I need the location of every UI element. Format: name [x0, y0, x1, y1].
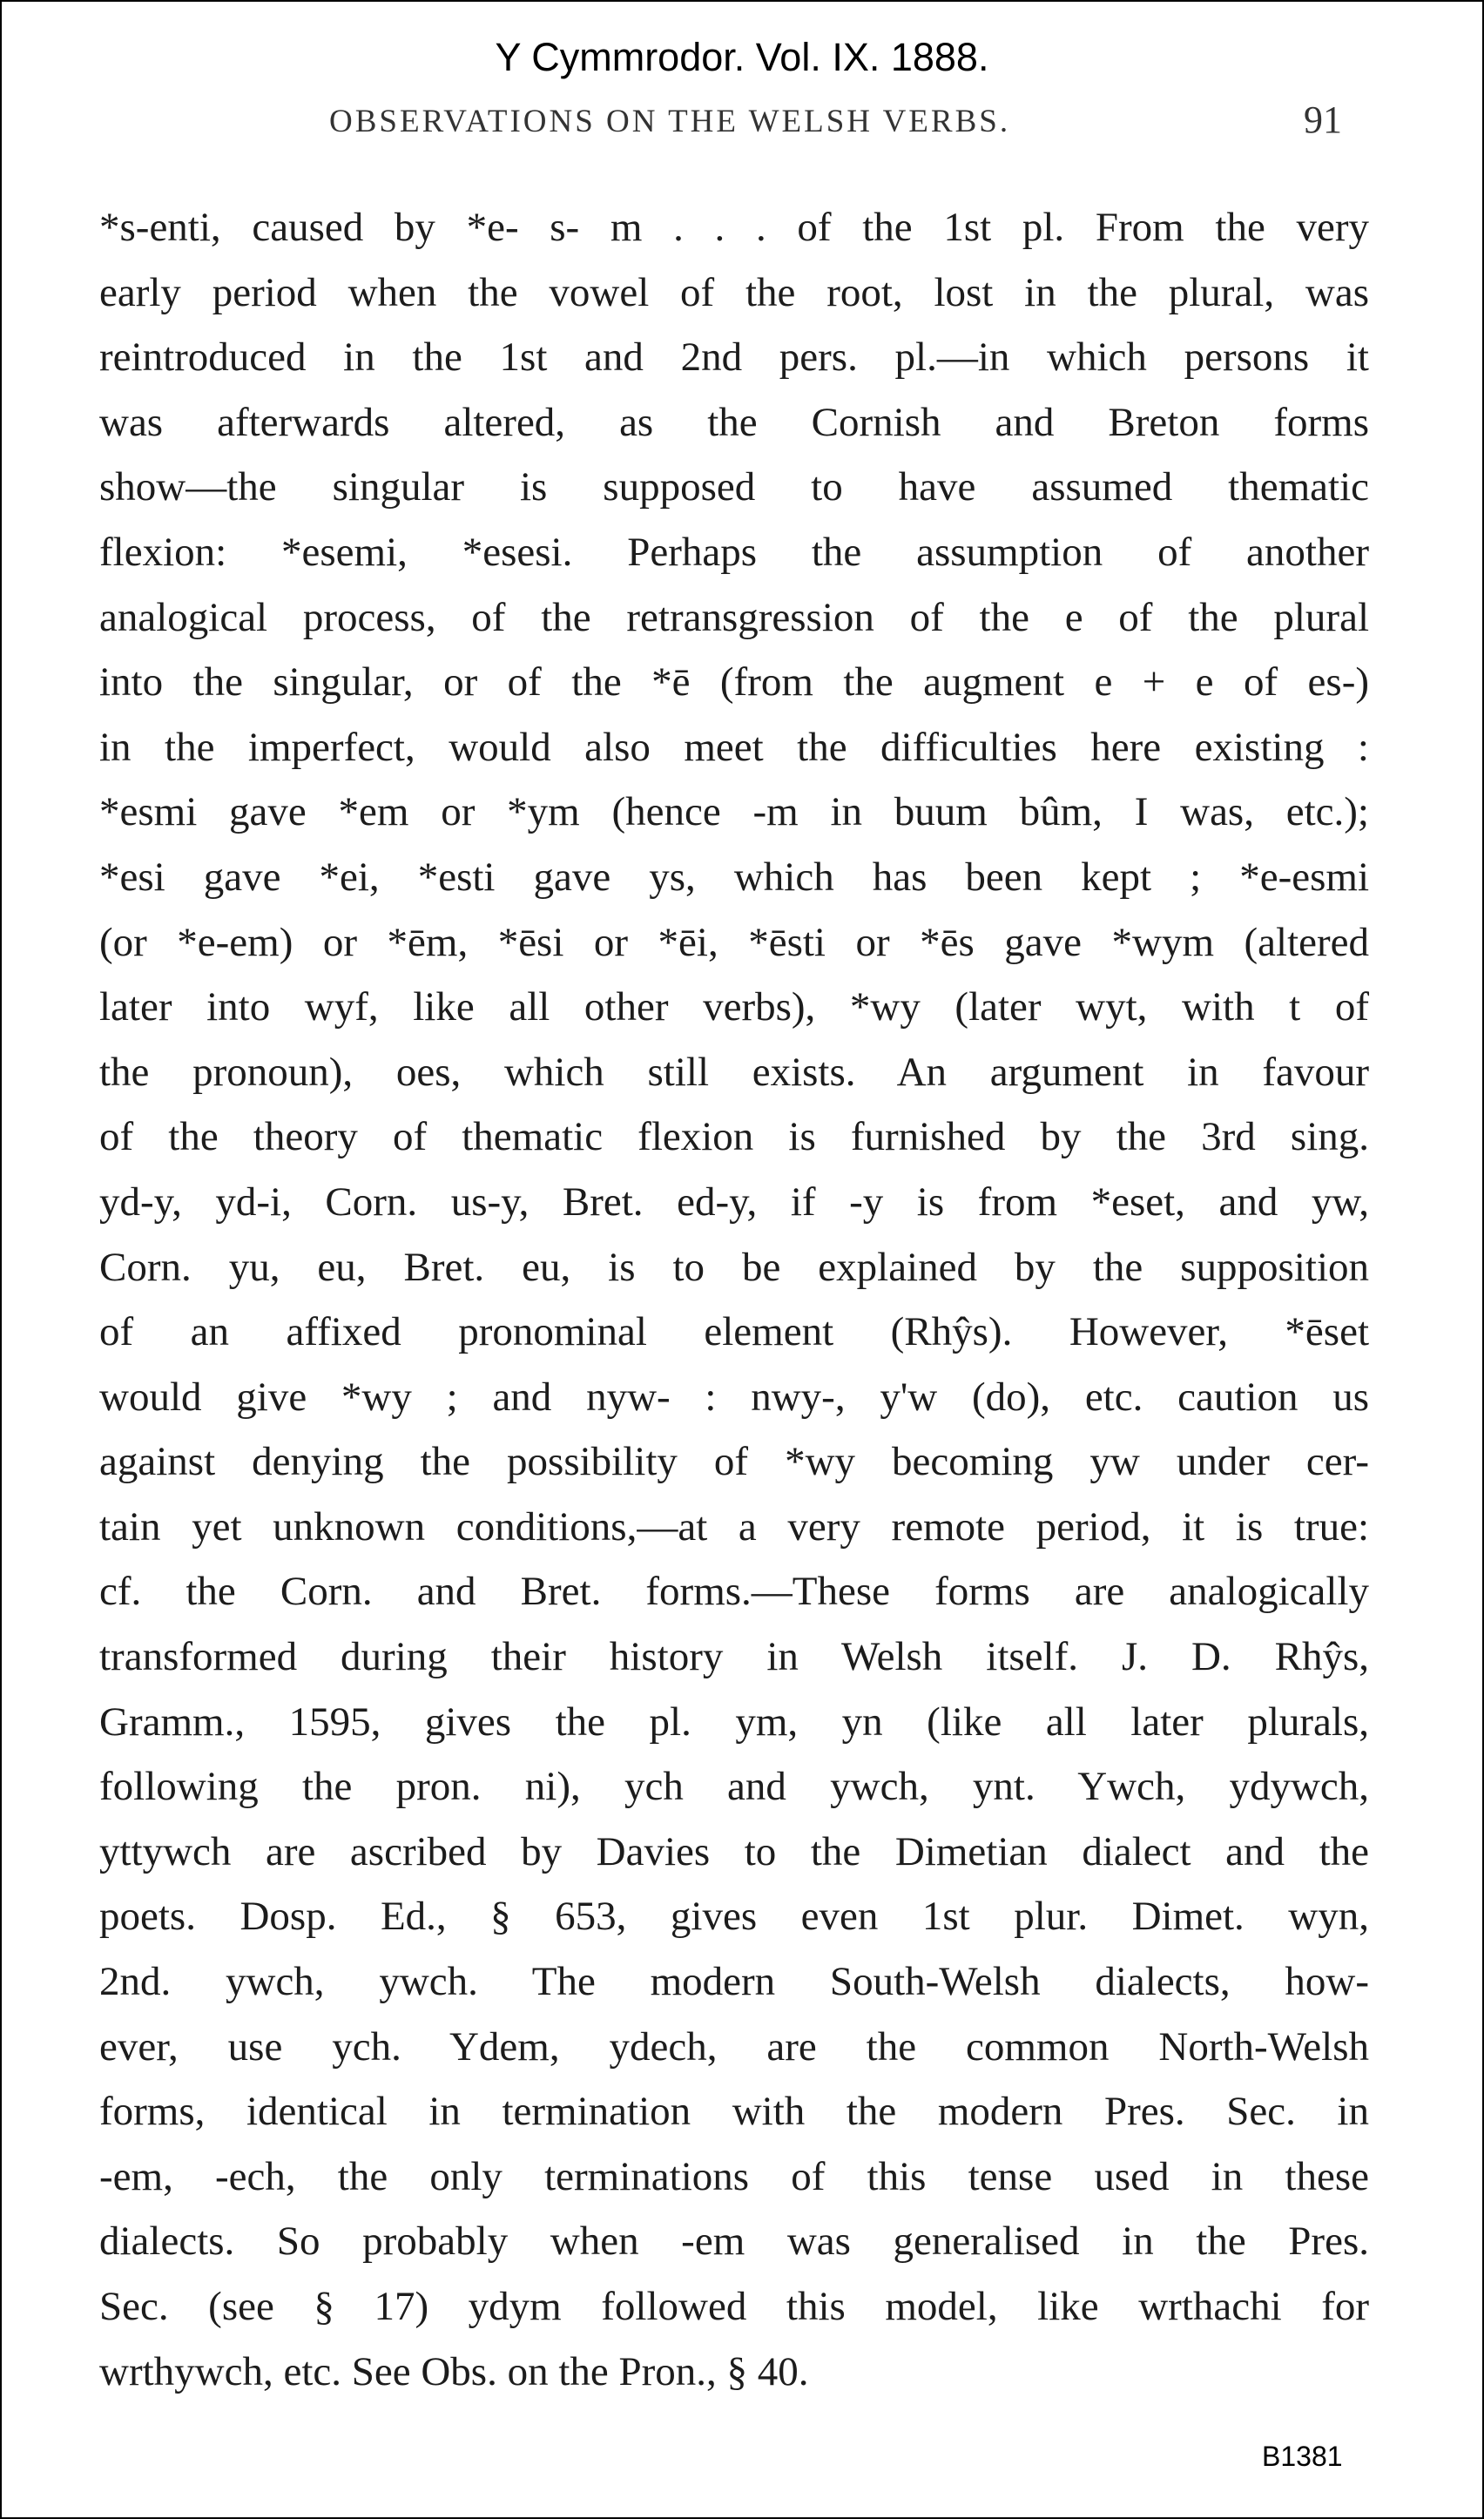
text-line: of the theory of thematic flexion is furnished by the 3rd sing. [99, 1114, 1369, 1160]
text-line: in the imperfect, would also meet the difficulties here existing : [99, 724, 1369, 770]
text-line: cf. the Corn. and Bret. forms.—These forms are analogically [99, 1569, 1369, 1615]
text-line: Gramm., 1595, gives the pl. ym, yn (like all later plurals, [99, 1698, 1369, 1745]
text-line: was afterwards altered, as the Cornish and Breton forms [99, 399, 1369, 445]
text-line: *esmi gave *em or *ym (hence -m in buum bûm, I was, etc.); [99, 789, 1369, 835]
text-line: flexion: *esemi, *esesi. Perhaps the assumption of another [99, 529, 1369, 575]
text-line: the pronoun), oes, which still exists. An argument in favour [99, 1049, 1369, 1095]
text-line: into the singular, or of the *ē (from the augment e + e of es-) [99, 659, 1369, 706]
text-line: against denying the possibility of *wy becoming yw under cer- [99, 1439, 1369, 1485]
text-line: later into wyf, like all other verbs), *wy (later wyt, with t of [99, 984, 1369, 1030]
text-line: poets. Dosp. Ed., § 653, gives even 1st plur. Dimet. wyn, [99, 1894, 1369, 1940]
page-number: 91 [1304, 98, 1342, 141]
text-line: transformed during their history in Welsh itself. J. D. Rhŷs, [99, 1634, 1369, 1680]
text-line: Sec. (see § 17) ydym followed this model, like wrthachi for [99, 2284, 1369, 2329]
text-line: forms, identical in termination with the modern Pres. Sec. in [99, 2089, 1369, 2135]
text-line: (or *e-em) or *ēm, *ēsi or *ēi, *ēsti or *ēs gave *wym (altered [99, 919, 1369, 965]
text-line: -em, -ech, the only terminations of this tense used in these [99, 2153, 1369, 2199]
text-line: tain yet unknown conditions,—at a very remote period, it is true: [99, 1503, 1369, 1550]
text-line: reintroduced in the 1st and 2nd pers. pl.—in which persons it [99, 334, 1369, 381]
text-line: following the pron. ni), ych and ywch, ynt. Ywch, ydywch, [99, 1764, 1369, 1810]
text-line: yd-y, yd-i, Corn. us-y, Bret. ed-y, if -y is from *eset, and yw, [99, 1178, 1369, 1225]
text-line: show—the singular is supposed to have assumed thematic [99, 464, 1369, 510]
text-line: *s-enti, caused by *e- s- m . . . of the 1st pl. From the very [99, 205, 1369, 250]
text-line: yttywch are ascribed by Davies to the Dimetian dialect and the [99, 1828, 1369, 1874]
text-line: would give *wy ; and nyw- : nwy-, y'w (do), etc. caution us [99, 1374, 1369, 1420]
catalog-id: B1381 [1262, 2441, 1343, 2472]
source-citation: Y Cymmrodor. Vol. IX. 1888. [495, 35, 989, 79]
text-line: wrthywch, etc. See Obs. on the Pron., § 40. [99, 2348, 809, 2394]
text-line: of an affixed pronominal element (Rhŷs). However, *ēset [99, 1309, 1369, 1355]
text-line: analogical process, of the retransgression of the e of the plural [99, 594, 1369, 640]
body-text [99, 195, 1369, 2404]
text-line: dialects. So probably when -em was generalised in the Pres. [99, 2218, 1369, 2265]
text-line: 2nd. ywch, ywch. The modern South-Welsh dialects, how- [99, 1959, 1369, 2005]
text-line: *esi gave *ei, *esti gave ys, which has been kept ; *e-esmi [99, 854, 1369, 900]
running-head: OBSERVATIONS ON THE WELSH VERBS. [329, 104, 1011, 139]
text-line: early period when the vowel of the root, lost in the plural, was [99, 269, 1369, 315]
text-line: Corn. yu, eu, Bret. eu, is to be explained by the supposition [99, 1244, 1369, 1290]
text-line: ever, use ych. Ydem, ydech, are the common North-Welsh [99, 2023, 1369, 2070]
